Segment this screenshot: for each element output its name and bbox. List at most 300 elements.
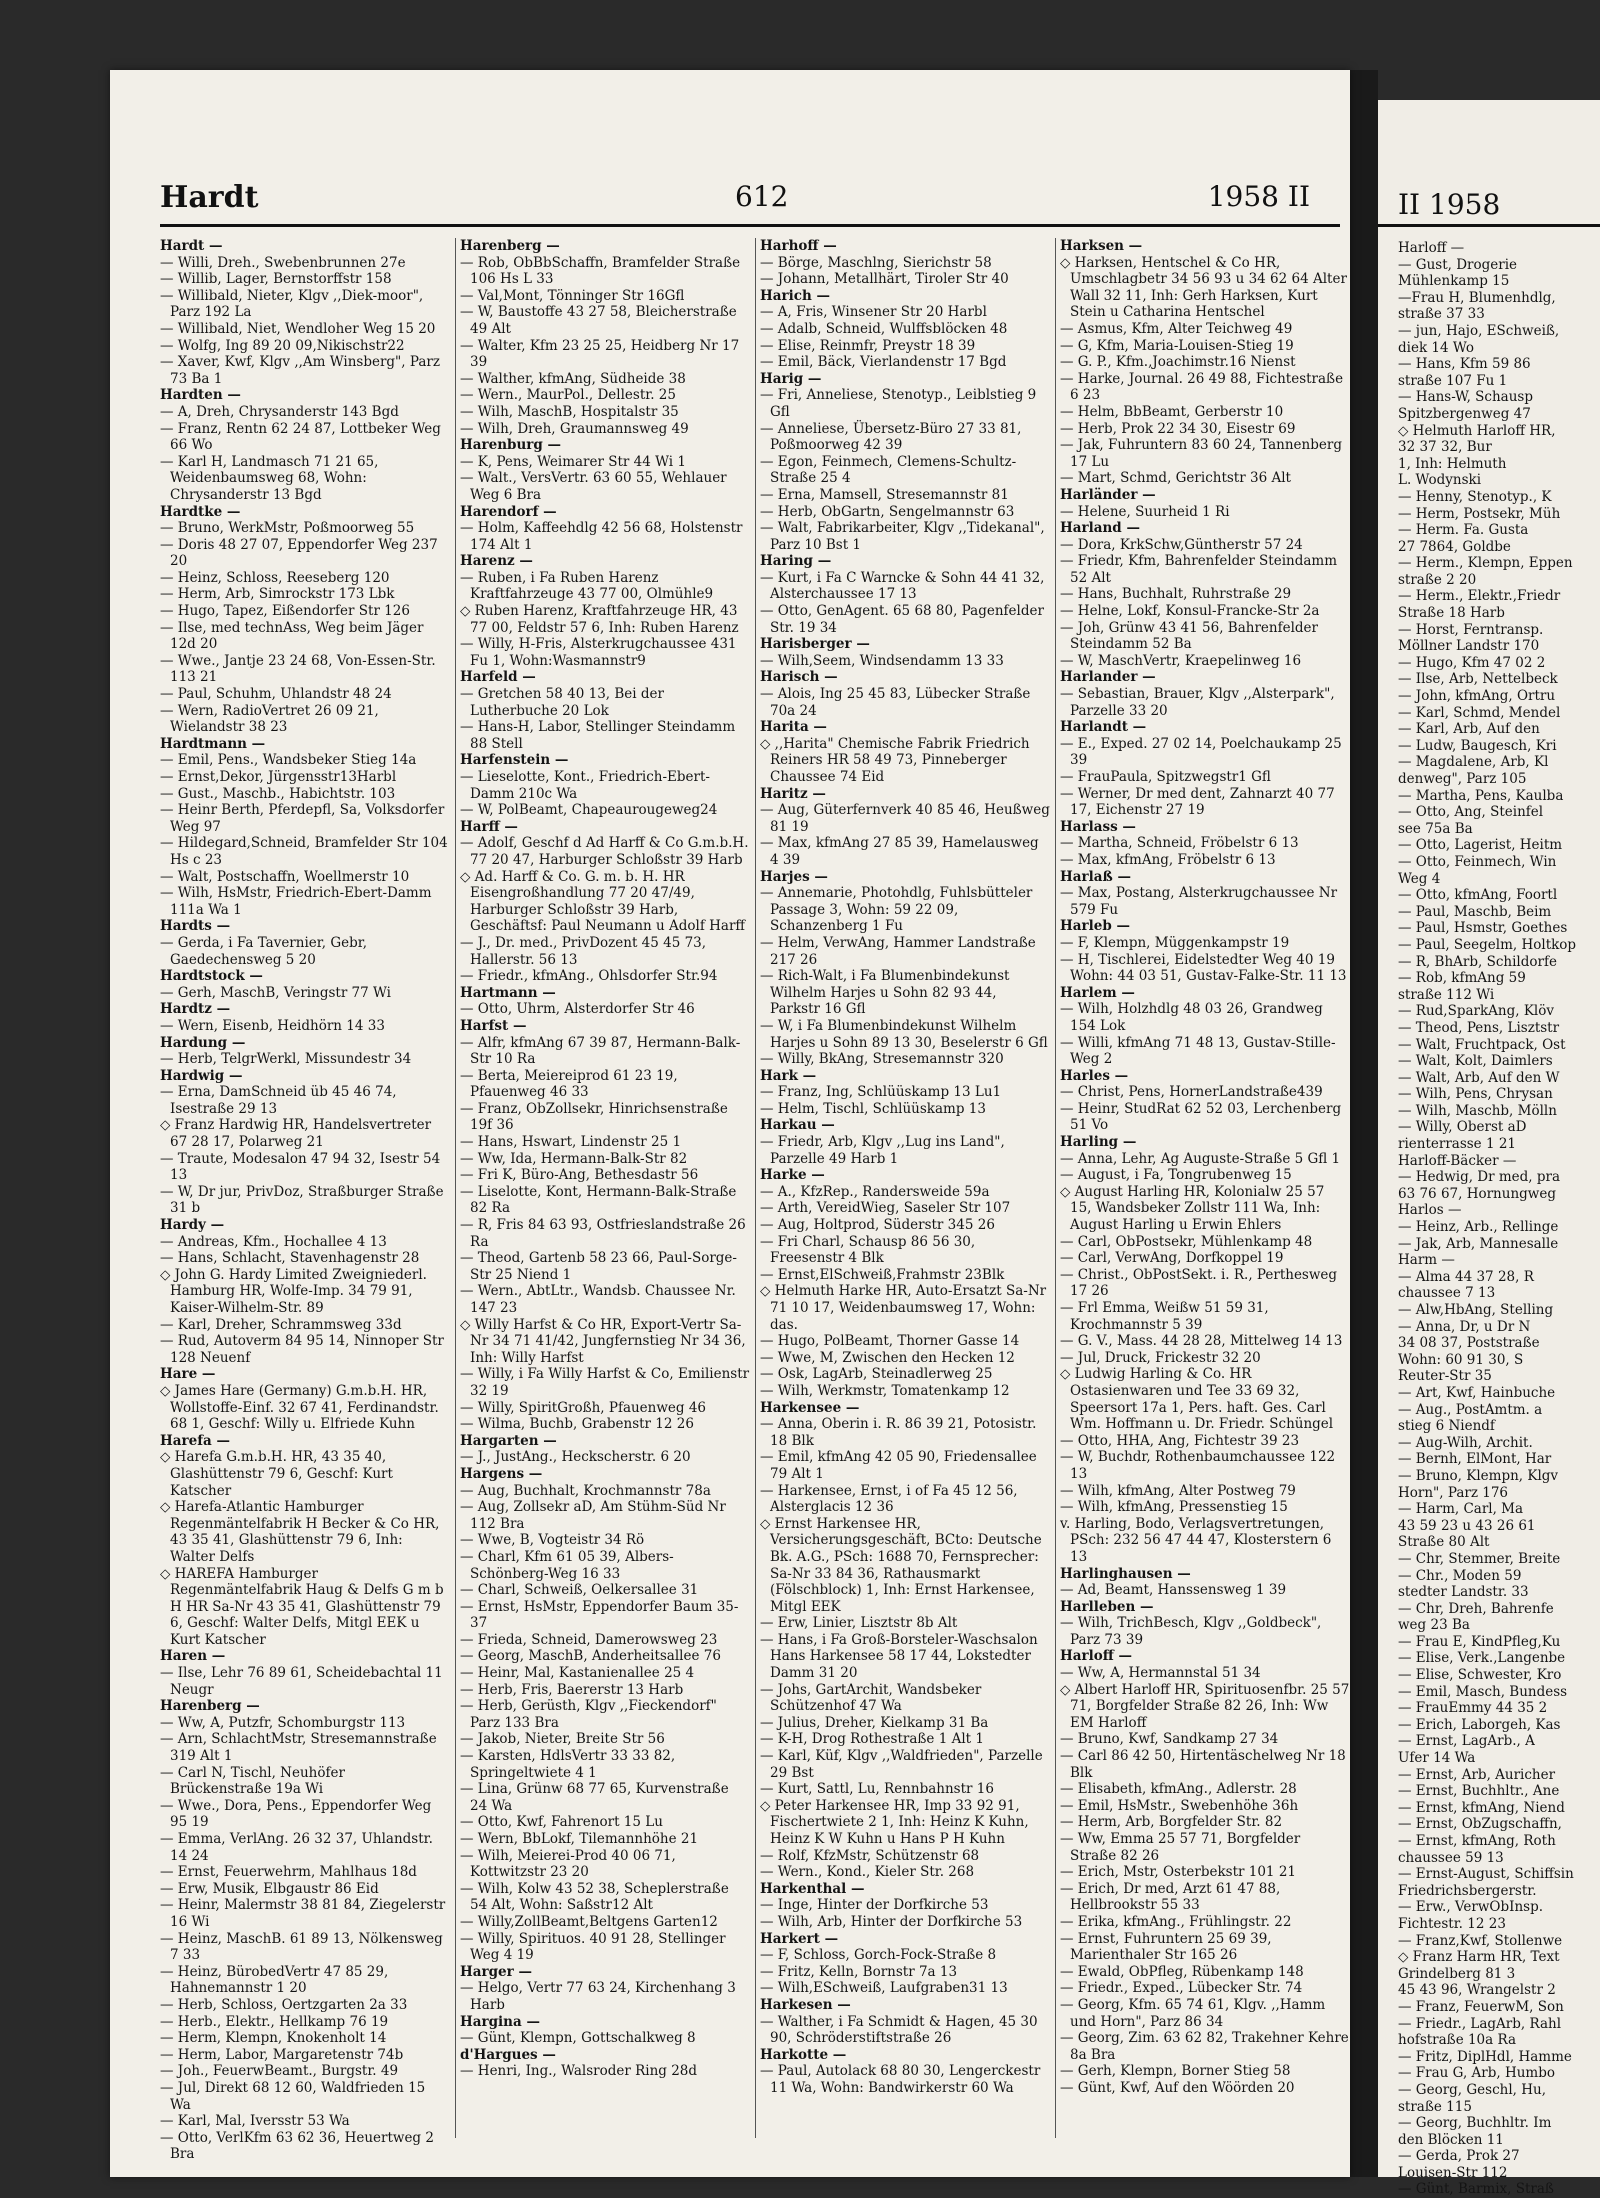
directory-entry: — Hans, Hswart, Lindenstr 25 1 xyxy=(460,1134,682,1151)
directory-entry: Harisberger — xyxy=(760,636,870,653)
directory-entry: Hartmann — xyxy=(460,984,556,1001)
directory-entry: — Wilh, Kolw 43 52 38, Scheplerstraße 54 Alt, Wohn: Saßstr12 Alt xyxy=(460,1880,729,1914)
directory-entry: — Franz, ObZollsekr, Hinrichsenstraße 19f 36 xyxy=(460,1100,728,1134)
directory-entry: Harenz — xyxy=(460,553,533,570)
directory-entry: — Georg, Kfm. 65 74 61, Klgv. ,,Hamm und Horn", Parz 86 34 xyxy=(1060,1996,1326,2030)
adjacent-entry: — Chr., Moden 59 xyxy=(1398,1567,1522,1584)
directory-entry: — Otto, VerlKfm 63 62 36, Heuertweg 2 Bra xyxy=(160,2129,434,2163)
adjacent-entry: — Frau G, Arb, Humbo xyxy=(1398,2065,1555,2082)
adjacent-entry: hofstraße 10a Ra xyxy=(1398,2032,1517,2049)
directory-entry: — Max, kfmAng 27 85 39, Hamelausweg 4 39 xyxy=(760,835,1039,868)
directory-entry: — Andreas, Kfm., Hochallee 4 13 xyxy=(160,1233,387,1250)
directory-entry: — Herm, Klempn, Knokenholt 14 xyxy=(160,2030,387,2047)
directory-entry: — Asmus, Kfm, Alter Teichweg 49 xyxy=(1060,320,1293,337)
adjacent-entry: — Alw,HbAng, Stelling xyxy=(1398,1302,1554,1318)
directory-entry: — Gerda, i Fa Tavernier, Gebr, Gaedechensweg 5 20 xyxy=(160,934,367,968)
directory-entry: — G. P., Kfm.,Joachimstr.16 Nienst xyxy=(1060,354,1296,371)
directory-entry: — Wern, RadioVertret 26 09 21, Wielandstr 38 23 xyxy=(160,702,379,736)
directory-entry: Harke — xyxy=(760,1167,825,1184)
directory-entry: — Jul, Druck, Frickestr 32 20 xyxy=(1060,1349,1261,1366)
adjacent-entry: — Magdalene, Arb, Kl xyxy=(1398,754,1549,771)
directory-entry: ◇ Ludwig Harling & Co. HR Ostasienwaren und Tee 33 69 32, Speersort 17a 1, Pers. haft. Ges. Carl Wm. Hoffmann u. Dr. Friedr. Schüngel xyxy=(1060,1366,1334,1433)
adjacent-entry: 43 59 23 u 43 26 61 xyxy=(1398,1517,1536,1534)
directory-entry: — Carl, ObPostsekr, Mühlenkamp 48 xyxy=(1060,1233,1313,1250)
adjacent-entry: straße 112 Wi xyxy=(1398,986,1495,1003)
directory-entry: — Wilh, MaschB, Hospitalstr 35 xyxy=(460,403,679,420)
directory-entry: — Erich, Dr med, Arzt 61 47 88, Hellbrookstr 55 33 xyxy=(1060,1880,1281,1914)
directory-entry: — Wwe., Jantje 23 24 68, Von-Essen-Str. 113 21 xyxy=(160,652,436,686)
adjacent-entry: 27 7864, Goldbe xyxy=(1398,538,1511,555)
adjacent-entry: — Otto, Lagerist, Heitm xyxy=(1398,837,1563,854)
adjacent-entry: — Gerda, Prok 27 xyxy=(1398,2148,1520,2165)
adjacent-entry: — Bernh, ElMont, Har xyxy=(1398,1451,1552,1468)
directory-entry: ◇ HAREFA Hamburger Regenmäntelfabrik Haug & Delfs G m b H HR Sa-Nr 43 35 41, Glashüttenstr 79 6, Geschf: Walter Delfs, Mitgl EEK u Kurt Katscher xyxy=(160,1565,444,1648)
directory-entry: Harendorf — xyxy=(460,503,557,520)
directory-entry: — Wern, BbLokf, Tilemannhöhe 21 xyxy=(460,1831,699,1847)
adjacent-entry: — Franz,Kwf, Stollenwe xyxy=(1398,1932,1563,1949)
adjacent-entry: ◇ Helmuth Harloff HR, xyxy=(1398,422,1556,439)
adjacent-entry: — Aug., PostAmtm. a xyxy=(1398,1401,1543,1418)
directory-entry: — Rolf, KfzMstr, Schützenstr 68 xyxy=(760,1847,980,1864)
directory-entry: — Wilh, Werkmstr, Tomatenkamp 12 xyxy=(760,1382,1010,1399)
directory-entry: Harlass — xyxy=(1060,818,1136,835)
directory-entry: — Annemarie, Photohdlg, Fuhlsbütteler Passage 3, Wohn: 59 22 09, Schanzenberg 1 Fu xyxy=(760,885,1033,935)
page-number: 612 xyxy=(735,180,789,213)
directory-entry: — Otto, Kwf, Fahrenort 15 Lu xyxy=(460,1814,663,1831)
directory-entry: — Börge, Maschlng, Sierichstr 58 xyxy=(760,254,992,271)
adjacent-entry: 32 37 32, Bur xyxy=(1398,439,1492,456)
adjacent-entry: — Walt, Fruchtpack, Ost xyxy=(1398,1036,1566,1053)
directory-entry: — Johann, Metallhärt, Tiroler Str 40 xyxy=(760,271,1009,288)
adjacent-entry: — Paul, Hsmstr, Goethes xyxy=(1398,920,1568,937)
directory-entry: Harlaß — xyxy=(1060,868,1131,885)
adjacent-entry: — Wilh, Pens, Chrysan xyxy=(1398,1086,1553,1103)
adjacent-entry: — John, kfmAng, Ortru xyxy=(1398,688,1556,705)
adjacent-entry: — Erich, Laborgeh, Kas xyxy=(1398,1716,1561,1733)
book-gutter xyxy=(1350,70,1378,2177)
directory-entry: — Ernst, HsMstr, Eppendorfer Baum 35-37 xyxy=(460,1598,739,1632)
directory-entry: — Doris 48 27 07, Eppendorfer Weg 237 20 xyxy=(160,536,438,570)
directory-entry: — Kurt, i Fa C Warncke & Sohn 44 41 32, Alsterchaussee 17 13 xyxy=(760,569,1045,603)
directory-entry: — Herb, Fris, Baererstr 13 Harb xyxy=(460,1681,684,1698)
adjacent-entry: — Bruno, Klempn, Klgv xyxy=(1398,1467,1559,1484)
directory-entry: Harger — xyxy=(460,1963,532,1980)
adjacent-entry: 1, Inh: Helmuth xyxy=(1398,455,1507,472)
directory-entry: — FrauPaula, Spitzwegstr1 Gfl xyxy=(1060,769,1271,785)
directory-entry: — Emil, HsMstr., Swebenhöhe 36h xyxy=(1060,1797,1299,1814)
adjacent-entry: Straße 18 Harb xyxy=(1398,605,1505,622)
adjacent-entry: — Fritz, DiplHdl, Hamme xyxy=(1398,2048,1572,2065)
adjacent-entry: — Rud,SparkAng, Klöv xyxy=(1398,1003,1554,1020)
directory-entry: — Mart, Schmd, Gerichtstr 36 Alt xyxy=(1060,470,1291,487)
directory-entry: — Herm, Labor, Margaretenstr 74b xyxy=(160,2046,404,2063)
directory-entry: Hargarten — xyxy=(460,1432,557,1449)
directory-entry: Hark — xyxy=(760,1067,817,1084)
directory-entry: — Aug, Holtprod, Süderstr 345 26 xyxy=(760,1217,995,1234)
directory-entry: Hargens — xyxy=(460,1465,543,1482)
directory-entry: — R, Fris 84 63 93, Ostfrieslandstraße 26 Ra xyxy=(460,1217,746,1250)
directory-entry: — Inge, Hinter der Dorfkirche 53 xyxy=(760,1897,989,1914)
adjacent-entry: see 75a Ba xyxy=(1398,820,1473,837)
adjacent-entry: straße 2 20 xyxy=(1398,571,1477,588)
adjacent-entry: — Herm., Elektr.,Friedr xyxy=(1398,588,1561,605)
directory-entry: — Carl, VerwAng, Dorfkoppel 19 xyxy=(1060,1250,1284,1267)
directory-entry: — F, Klempn, Müggenkampstr 19 xyxy=(1060,934,1290,951)
directory-entry: Harles — xyxy=(1060,1067,1129,1084)
directory-entry: — Herm, Arb, Borgfelder Str. 82 xyxy=(1060,1814,1283,1831)
directory-entry: — Wilh,Seem, Windsendamm 13 33 xyxy=(760,652,1004,669)
directory-entry: — Erna, DamSchneid üb 45 46 74, Isestraße 29 13 xyxy=(160,1084,397,1117)
adjacent-entry: rienterrasse 1 21 xyxy=(1398,1136,1517,1153)
directory-entry: — Wern., AbtLtr., Wandsb. Chaussee Nr. 147 23 xyxy=(460,1283,736,1316)
directory-entry: — Ww, A, Putzfr, Schomburgstr 113 xyxy=(160,1714,406,1731)
directory-entry: — Aug, Zollsekr aD, Am Stühm-Süd Nr 112 Bra xyxy=(460,1499,726,1532)
directory-entry: — Herb, TelgrWerkl, Missundestr 34 xyxy=(160,1051,412,1068)
adjacent-entry: — Martha, Pens, Kaulba xyxy=(1398,787,1564,804)
directory-entry: Hardt — xyxy=(160,238,223,254)
directory-entry: — Willy, H-Fris, Alsterkrugchaussee 431 Fu 1, Wohn:Wasmannstr9 xyxy=(460,636,737,669)
directory-entry: — W, Dr jur, PrivDoz, Straßburger Straße 31 b xyxy=(160,1183,444,1217)
adjacent-entry: — Herm, Postsekr, Müh xyxy=(1398,505,1561,522)
adjacent-entry: Louisen-Str 112 xyxy=(1398,2164,1508,2181)
directory-entry: — Georg, Zim. 63 62 82, Trakehner Kehre 8a Bra xyxy=(1060,2030,1349,2063)
directory-entry: Harefa — xyxy=(160,1432,230,1449)
directory-entry: — Hugo, PolBeamt, Thorner Gasse 14 xyxy=(760,1333,1020,1350)
adjacent-entry: Weg 4 xyxy=(1398,870,1441,887)
directory-entry: — Franz, Ing, Schlüüskamp 13 Lu1 xyxy=(760,1084,1002,1101)
directory-entry: — Paul, Schuhm, Uhlandstr 48 24 xyxy=(160,686,392,703)
adjacent-entry: — Erw., VerwObInsp. xyxy=(1398,1899,1544,1916)
adjacent-entry: — Herm. Fa. Gusta xyxy=(1398,522,1529,539)
directory-entry: ◇ August Harling HR, Kolonialw 25 57 15, Wandsbeker Zollstr 111 Wa, Inh: August Harling u Erwin Ehlers xyxy=(1060,1183,1325,1234)
directory-entry: — Wilh, Dreh, Graumannsweg 49 xyxy=(460,420,689,437)
directory-entry: — Elisabeth, kfmAng., Adlerstr. 28 xyxy=(1060,1781,1297,1798)
adjacent-entry: chaussee 7 13 xyxy=(1398,1285,1496,1302)
directory-entry: ◇ Albert Harloff HR, Spirituosenfbr. 25 57 71, Borgfelder Straße 82 26, Inh: Ww EM Harloff xyxy=(1060,1681,1350,1731)
adjacent-entry: weg 23 Ba xyxy=(1398,1617,1470,1634)
directory-entry: — Anna, Lehr, Ag Auguste-Straße 5 Gfl 1 xyxy=(1060,1150,1341,1167)
directory-entry: — Gerh, Klempn, Borner Stieg 58 xyxy=(1060,2063,1291,2080)
directory-entry: — Lina, Grünw 68 77 65, Kurvenstraße 24 Wa xyxy=(460,1781,729,1814)
directory-entry: — Wilh, HsMstr, Friedrich-Ebert-Damm 111a Wa 1 xyxy=(160,885,432,918)
adjacent-entry: Harloff — xyxy=(1398,240,1465,256)
adjacent-entry: straße 115 xyxy=(1398,2098,1472,2115)
directory-entry: — Willy, i Fa Willy Harfst & Co, Emilienstr 32 19 xyxy=(460,1366,750,1399)
directory-entry: — Max, kfmAng, Fröbelstr 6 13 xyxy=(1060,851,1276,868)
adjacent-entry: stedter Landstr. 33 xyxy=(1398,1584,1529,1601)
adjacent-entry: 63 76 67, Hornungweg xyxy=(1398,1185,1556,1202)
directory-entry: — Willy,ZollBeamt,Beltgens Garten12 xyxy=(460,1913,718,1930)
directory-entry: — Ww, A, Hermannstal 51 34 xyxy=(1060,1665,1261,1682)
directory-entry: Hargina — xyxy=(460,2013,540,2030)
column-divider xyxy=(755,238,756,2138)
adjacent-entry: 34 08 37, Poststraße xyxy=(1398,1335,1540,1352)
directory-entry: — Fri K, Büro-Ang, Bethesdastr 56 xyxy=(460,1167,699,1184)
directory-entry: — Walt., VersVertr. 63 60 55, Wehlauer Weg 6 Bra xyxy=(460,470,727,503)
directory-entry: — Wolfg, Ing 89 20 09,Nikischstr22 xyxy=(160,337,405,354)
adjacent-header-rule xyxy=(1378,224,1600,227)
directory-entry: — Wern, Eisenb, Heidhörn 14 33 xyxy=(160,1017,385,1034)
adjacent-entry: Spitzbergenweg 47 xyxy=(1398,405,1531,422)
adjacent-entry: — Elise, Verk.,Langenbe xyxy=(1398,1650,1566,1667)
adjacent-column xyxy=(1398,240,1598,2198)
adjacent-entry: — Otto, Ang, Steinfel xyxy=(1398,804,1544,821)
directory-entry: — K, Pens, Weimarer Str 44 Wi 1 xyxy=(460,453,686,470)
directory-entry: — Carl N, Tischl, Neuhöfer Brückenstraße 19a Wi xyxy=(160,1764,345,1798)
directory-entry: Hardy — xyxy=(160,1217,225,1234)
directory-entry: — Werner, Dr med dent, Zahnarzt 40 77 17, Eichenstr 27 19 xyxy=(1060,785,1335,819)
directory-entry: — Anna, Oberin i. R. 86 39 21, Potosistr. 18 Blk xyxy=(760,1416,1037,1449)
directory-entry: — Ilse, med technAss, Weg beim Jäger 12d 20 xyxy=(160,619,424,653)
directory-entry: — Fritz, Kelln, Bornstr 7a 13 xyxy=(760,1963,958,1980)
directory-entry: — H, Tischlerei, Eidelstedter Weg 40 19 Wohn: 44 03 51, Gustav-Falke-Str. 11 13 xyxy=(1060,951,1347,985)
directory-entry: — Anneliese, Übersetz-Büro 27 33 81, Poßmoorweg 42 39 xyxy=(760,420,1022,454)
directory-entry: — Walther, kfmAng, Südheide 38 xyxy=(460,370,686,387)
directory-entry: — Emma, VerlAng. 26 32 37, Uhlandstr. 14 24 xyxy=(160,1831,433,1864)
adjacent-entry: — Hans, Kfm 59 86 xyxy=(1398,356,1531,373)
adjacent-entry: straße 37 33 xyxy=(1398,306,1485,323)
directory-entry: — Walther, i Fa Schmidt & Hagen, 45 30 90, Schröderstiftstraße 26 xyxy=(760,2013,1038,2047)
directory-entry: — J., JustAng., Heckscherstr. 6 20 xyxy=(460,1449,691,1466)
adjacent-entry: denweg", Parz 105 xyxy=(1398,771,1527,787)
directory-entry: Harland — xyxy=(1060,520,1140,537)
directory-entry: Harjes — xyxy=(760,868,828,885)
directory-entry: ◇ James Hare (Germany) G.m.b.H. HR, Wollstoffe-Einf. 32 67 41, Ferdinandstr. 68 1, Geschf: Willy u. Elfriede Kuhn xyxy=(160,1382,439,1433)
directory-entry: — Bruno, Kwf, Sandkamp 27 34 xyxy=(1060,1731,1279,1748)
directory-entry: — Gerh, MaschB, Veringstr 77 Wi xyxy=(160,984,391,1001)
directory-entry: ◇ Harefa-Atlantic Hamburger Regenmäntelfabrik H Becker & Co HR, 43 35 41, Glashüttenstr 79 6, Inh: Walter Delfs xyxy=(160,1499,440,1565)
adjacent-entry: — Art, Kwf, Hainbuche xyxy=(1398,1384,1556,1401)
directory-entry: — Heinr, Mal, Kastanienallee 25 4 xyxy=(460,1665,695,1682)
adjacent-entry: Möllner Landstr 170 xyxy=(1398,638,1540,655)
directory-entry: — Helene, Suurheid 1 Ri xyxy=(1060,503,1230,520)
directory-entry: — Alfr, kfmAng 67 39 87, Hermann-Balk-Str 10 Ra xyxy=(460,1034,741,1068)
adjacent-entry: — Walt, Arb, Auf den W xyxy=(1398,1069,1560,1086)
directory-entry: — Helm, Tischl, Schlüüskamp 13 xyxy=(760,1100,986,1117)
directory-entry: — Ww, Emma 25 57 71, Borgfelder Straße 82 26 xyxy=(1060,1831,1301,1864)
directory-entry: ◇ Harefa G.m.b.H. HR, 43 35 40, Glashüttenstr 79 6, Geschf: Kurt Katscher xyxy=(160,1449,393,1499)
directory-entry: — Erika, kfmAng., Frühlingstr. 22 xyxy=(1060,1913,1292,1930)
directory-entry: Hardwig — xyxy=(160,1067,243,1084)
directory-entry: — Wilh, Arb, Hinter der Dorfkirche 53 xyxy=(760,1913,1023,1930)
directory-entry: — Günt, Klempn, Gottschalkweg 8 xyxy=(460,2030,696,2047)
directory-entry: — Karl, Mal, Iversstr 53 Wa xyxy=(160,2113,350,2130)
adjacent-entry: — Hans-W, Schausp xyxy=(1398,389,1533,406)
adjacent-entry: stieg 6 Niendf xyxy=(1398,1418,1495,1435)
adjacent-entry: — Ernst, kfmAng, Niend xyxy=(1398,1799,1565,1816)
adjacent-entry: — Wilh, Maschb, Mölln xyxy=(1398,1102,1557,1119)
directory-entry: — W, MaschVertr, Kraepelinweg 16 xyxy=(1060,652,1302,669)
adjacent-entry: Straße 80 Alt xyxy=(1398,1534,1490,1551)
directory-entry: — Willib, Lager, Bernstorffstr 158 xyxy=(160,271,392,288)
column-4 xyxy=(1060,238,1350,2138)
directory-entry: — Wilh, kfmAng, Alter Postweg 79 xyxy=(1060,1482,1296,1499)
directory-entry: — Hans, Buchhalt, Ruhrstraße 29 xyxy=(1060,586,1292,603)
adjacent-entry: — Herm., Klempn, Eppen xyxy=(1398,555,1573,572)
year-volume: 1958 II xyxy=(1207,180,1310,213)
directory-entry: ◇ Willy Harfst & Co HR, Export-Vertr Sa-Nr 34 71 41/42, Jungfernstieg Nr 34 36, Inh: Willy Harfst xyxy=(460,1316,746,1366)
directory-entry: — G. V., Mass. 44 28 28, Mittelweg 14 13 xyxy=(1060,1333,1343,1350)
directory-entry: — August, i Fa, Tongrubenweg 15 xyxy=(1060,1167,1292,1184)
directory-entry: Harff — xyxy=(460,818,518,835)
directory-entry: — Willibald, Nieter, Klgv ,,Diek-moor", Parz 192 La xyxy=(160,287,424,321)
directory-entry: — Hans, i Fa Groß-Borsteler-Waschsalon Hans Harkensee 58 17 44, Lokstedter Damm 31 20 xyxy=(760,1631,1038,1682)
directory-entry: — Helne, Lokf, Konsul-Francke-Str 2a xyxy=(1060,603,1320,620)
directory-entry: — Paul, Autolack 68 80 30, Lengerckestr 11 Wa, Wohn: Bandwirkerstr 60 Wa xyxy=(760,2063,1041,2096)
directory-entry: — Charl, Kfm 61 05 39, Albers-Schönberg-Weg 16 33 xyxy=(460,1548,674,1582)
directory-entry: — Friedr, Kfm, Bahrenfelder Steindamm 52 Alt xyxy=(1060,553,1338,586)
directory-entry: ◇ Franz Hardwig HR, Handelsvertreter 67 28 17, Polarweg 21 xyxy=(160,1117,432,1151)
adjacent-entry: — Ernst, kfmAng, Roth xyxy=(1398,1833,1556,1849)
directory-entry: — Emil, kfmAng 42 05 90, Friedensallee 79 Alt 1 xyxy=(760,1449,1037,1482)
directory-entry: — Emil, Pens., Wandsbeker Stieg 14a xyxy=(160,752,417,769)
directory-entry: — Wern., MaurPol., Dellestr. 25 xyxy=(460,387,676,404)
adjacent-entry: — Horst, Ferntransp. xyxy=(1398,621,1544,638)
directory-entry: — Erw, Linier, Lisztstr 8b Alt xyxy=(760,1615,958,1632)
directory-entry: — A., KfzRep., Randersweide 59a xyxy=(760,1183,990,1200)
directory-entry: — E., Exped. 27 02 14, Poelchaukamp 25 39 xyxy=(1060,735,1342,769)
directory-entry: Harlinghausen — xyxy=(1060,1565,1191,1582)
directory-entry: Hardung — xyxy=(160,1034,246,1051)
directory-entry: — Alois, Ing 25 45 83, Lübecker Straße 70a 24 xyxy=(760,686,1031,719)
adjacent-entry: Grindelberg 81 3 xyxy=(1398,1965,1516,1982)
directory-entry: — Otto, GenAgent. 65 68 80, Pagenfelder Str. 19 34 xyxy=(760,603,1044,636)
directory-entry: Hardts — xyxy=(160,918,231,935)
directory-entry: — Gretchen 58 40 13, Bei der Lutherbuche 20 Lok xyxy=(460,686,664,719)
directory-entry: — W, PolBeamt, Chapeaurougeweg24 xyxy=(460,802,718,819)
directory-entry: Harenburg — xyxy=(460,437,562,454)
directory-entry: — Arth, VereidWieg, Saseler Str 107 xyxy=(760,1200,1011,1217)
directory-page xyxy=(110,70,1350,2177)
adjacent-entry: Harloff-Bäcker — xyxy=(1398,1152,1517,1169)
directory-entry: — Charl, Schweiß, Oelkersallee 31 xyxy=(460,1582,699,1599)
directory-entry: — Liselotte, Kont, Hermann-Balk-Straße 82 Ra xyxy=(460,1183,737,1217)
directory-entry: Harhoff — xyxy=(760,238,837,254)
adjacent-entry: Wohn: 60 91 30, S xyxy=(1398,1351,1524,1368)
directory-entry: — Herb, Gerüsth, Klgv ,,Fieckendorf" Parz 133 Bra xyxy=(460,1698,717,1731)
directory-entry: Harkau — xyxy=(760,1117,835,1134)
adjacent-entry: — Otto, kfmAng, Foortl xyxy=(1398,887,1558,904)
directory-entry: Harling — xyxy=(1060,1134,1137,1151)
adjacent-entry: — Rob, kfmAng 59 xyxy=(1398,970,1526,987)
directory-entry: Harlandt — xyxy=(1060,719,1147,736)
directory-entry: — Karl, Dreher, Schrammsweg 33d xyxy=(160,1316,402,1333)
directory-entry: — Herm, Arb, Simrockstr 173 Lbk xyxy=(160,586,395,603)
directory-entry: — Helm, BbBeamt, Gerberstr 10 xyxy=(1060,403,1284,420)
adjacent-entry: — Jak, Arb, Mannesalle xyxy=(1398,1235,1559,1252)
directory-entry: — Heinr Berth, Pferdepfl, Sa, Volksdorfer Weg 97 xyxy=(160,802,445,835)
directory-entry: — Georg, MaschB, Anderheitsallee 76 xyxy=(460,1648,721,1665)
adjacent-entry: — Chr, Stemmer, Breite xyxy=(1398,1550,1561,1567)
adjacent-entry: — Henny, Stenotyp., K xyxy=(1398,488,1552,505)
directory-entry: ◇ Ernst Harkensee HR, Versicherungsgeschäft, BCto: Deutsche Bk. A.G., PSch: 1688 70, Fernsprecher: Sa-Nr 33 84 36, Rathausmarkt (Fölschblock) 1, Inh: Ernst Harkensee, Mitgl EEK xyxy=(760,1515,1042,1615)
directory-entry: — Harke, Journal. 26 49 88, Fichtestraße 6 23 xyxy=(1060,370,1344,404)
adjacent-page xyxy=(1378,100,1600,2198)
directory-entry: — Erw, Musik, Elbgaustr 86 Eid xyxy=(160,1880,379,1897)
directory-entry: — Jak, Fuhruntern 83 60 24, Tannenberg 17 Lu xyxy=(1060,437,1342,470)
adjacent-entry: — R, BhArb, Schildorfe xyxy=(1398,953,1557,970)
directory-entry: — Otto, HHA, Ang, Fichtestr 39 23 xyxy=(1060,1432,1300,1449)
adjacent-entry: — Hugo, Kfm 47 02 2 xyxy=(1398,654,1546,671)
directory-entry: — Holm, Kaffeehdlg 42 56 68, Holstenstr 174 Alt 1 xyxy=(460,520,743,553)
adjacent-entry: — Hedwig, Dr med, pra xyxy=(1398,1169,1561,1186)
directory-entry: — Hildegard,Schneid, Bramfelder Str 104 Hs c 23 xyxy=(160,835,448,868)
adjacent-entry: — Emil, Masch, Bundess xyxy=(1398,1683,1568,1700)
adjacent-entry: Harm — xyxy=(1398,1252,1455,1269)
directory-entry: — Christ, Pens, HornerLandstraße439 xyxy=(1060,1084,1323,1101)
directory-entry: — Aug, Buchhalt, Krochmannstr 78a xyxy=(460,1482,711,1499)
directory-entry: — Karsten, HdlsVertr 33 33 82, Springeltwiete 4 1 xyxy=(460,1748,676,1781)
adjacent-entry: — Ernst, LagArb., A xyxy=(1398,1733,1535,1750)
adjacent-entry: — Ernst, ObZugschaffn, xyxy=(1398,1816,1562,1833)
directory-entry: ◇ Peter Harkensee HR, Imp 33 92 91, Fischertwiete 2 1, Inh: Heinz K Kuhn, Heinz K W Kuhn u Hans P H Kuhn xyxy=(760,1797,1029,1847)
directory-entry: — Willy, SpiritGroßh, Pfauenweg 46 xyxy=(460,1399,707,1416)
directory-entry: — Berta, Meiereiprod 61 23 19, Pfauenweg 46 33 xyxy=(460,1067,678,1101)
adjacent-entry: — Ernst-August, Schiffsin xyxy=(1398,1866,1574,1883)
directory-entry: — Harkensee, Ernst, i of Fa 45 12 56, Alsterglacis 12 36 xyxy=(760,1482,1018,1516)
directory-entry: — Rud, Autoverm 84 95 14, Ninnoper Str 128 Neuenf xyxy=(160,1333,444,1366)
directory-entry: — A, Dreh, Chrysanderstr 143 Bgd xyxy=(160,403,399,420)
column-divider xyxy=(1055,238,1056,2138)
directory-entry: Harita — xyxy=(760,719,827,736)
column-1 xyxy=(160,238,450,2163)
directory-entry: Harkesen — xyxy=(760,1996,851,2013)
adjacent-entry: — Franz, FeuerwM, Son xyxy=(1398,1998,1564,2015)
adjacent-entry: — FrauEmmy 44 35 2 xyxy=(1398,1700,1548,1717)
directory-entry: — Max, Postang, Alsterkrugchaussee Nr 579 Fu xyxy=(1060,885,1338,918)
directory-entry: — Walter, Kfm 23 25 25, Heidberg Nr 17 39 xyxy=(460,337,740,371)
directory-entry: Hardtke — xyxy=(160,503,241,520)
directory-entry: — A, Fris, Winsener Str 20 Harbl xyxy=(760,304,987,321)
directory-entry: Hardtstock — xyxy=(160,968,263,985)
directory-entry: — Ad, Beamt, Hanssensweg 1 39 xyxy=(1060,1582,1287,1599)
directory-entry: — J., Dr. med., PrivDozent 45 45 73, Hallerstr. 56 13 xyxy=(460,934,707,968)
adjacent-entry: — Friedr., LagArb, Rahl xyxy=(1398,2015,1562,2032)
directory-entry: — Willibald, Niet, Wendloher Weg 15 20 xyxy=(160,320,436,337)
directory-entry: — Carl 86 42 50, Hirtentäschelweg Nr 18 Blk xyxy=(1060,1748,1346,1781)
directory-entry: — Erna, Mamsell, Stresemannstr 81 xyxy=(760,486,1009,503)
directory-entry: — Rob, ObBbSchaffn, Bramfelder Straße 106 Hs L 33 xyxy=(460,254,741,288)
directory-entry: ◇ Harksen, Hentschel & Co HR, Umschlagbetr 34 56 93 u 34 62 64 Alter Wall 32 11, Inh: Gerh Harksen, Kurt Stein u Catharina Hentschel xyxy=(1060,254,1347,321)
directory-entry: — Heinz, MaschB. 61 89 13, Nölkensweg 7 33 xyxy=(160,1930,443,1964)
directory-entry: — Wwe., Dora, Pens., Eppendorfer Weg 95 19 xyxy=(160,1797,432,1831)
directory-entry: — Aug, Güterfernverk 40 85 46, Heußweg 81 19 xyxy=(760,802,1050,835)
directory-entry: — Traute, Modesalon 47 94 32, Isestr 54 13 xyxy=(160,1150,441,1184)
directory-entry: — Walt, Fabrikarbeiter, Klgv ,,Tidekanal", Parz 10 Bst 1 xyxy=(760,520,1045,553)
directory-entry: Harksen — xyxy=(1060,238,1143,254)
directory-entry: — Heinz, BürobedVertr 47 85 29, Hahnemannstr 1 20 xyxy=(160,1963,389,1997)
directory-entry: Harkenthal — xyxy=(760,1880,865,1897)
directory-entry: — W, Baustoffe 43 27 58, Bleicherstraße 49 Alt xyxy=(460,304,737,337)
adjacent-page-header: II 1958 xyxy=(1398,188,1501,221)
column-2 xyxy=(460,238,750,2138)
column-divider xyxy=(455,238,456,2138)
adjacent-entry: — Elise, Schwester, Kro xyxy=(1398,1667,1562,1684)
adjacent-entry: —Frau H, Blumenhdlg, xyxy=(1398,289,1556,306)
adjacent-entry: — Harm, Carl, Ma xyxy=(1398,1501,1524,1518)
directory-entry: — Heinz, Schloss, Reeseberg 120 xyxy=(160,569,390,586)
adjacent-entry: — Chr, Dreh, Bahrenfe xyxy=(1398,1600,1554,1617)
page-header xyxy=(160,180,1310,220)
directory-entry: — Herb, ObGartn, Sengelmannstr 63 xyxy=(760,503,1015,520)
directory-entry: — Wilma, Buchb, Grabenstr 12 26 xyxy=(460,1416,694,1433)
directory-entry: — Erich, Mstr, Osterbekstr 101 21 xyxy=(1060,1864,1296,1881)
directory-entry: ◇ John G. Hardy Limited Zweigniederl. Hamburg HR, Wolfe-Imp. 34 79 91, Kaiser-Wilhelm-Str. 89 xyxy=(160,1266,427,1316)
adjacent-entry: Fichtestr. 12 23 xyxy=(1398,1915,1506,1932)
directory-entry: — Wilh, Holzhdlg 48 03 26, Grandweg 154 Lok xyxy=(1060,1001,1323,1034)
adjacent-entry: — Theod, Pens, Lisztstr xyxy=(1398,1019,1560,1036)
directory-entry: Harlander — xyxy=(1060,669,1156,686)
